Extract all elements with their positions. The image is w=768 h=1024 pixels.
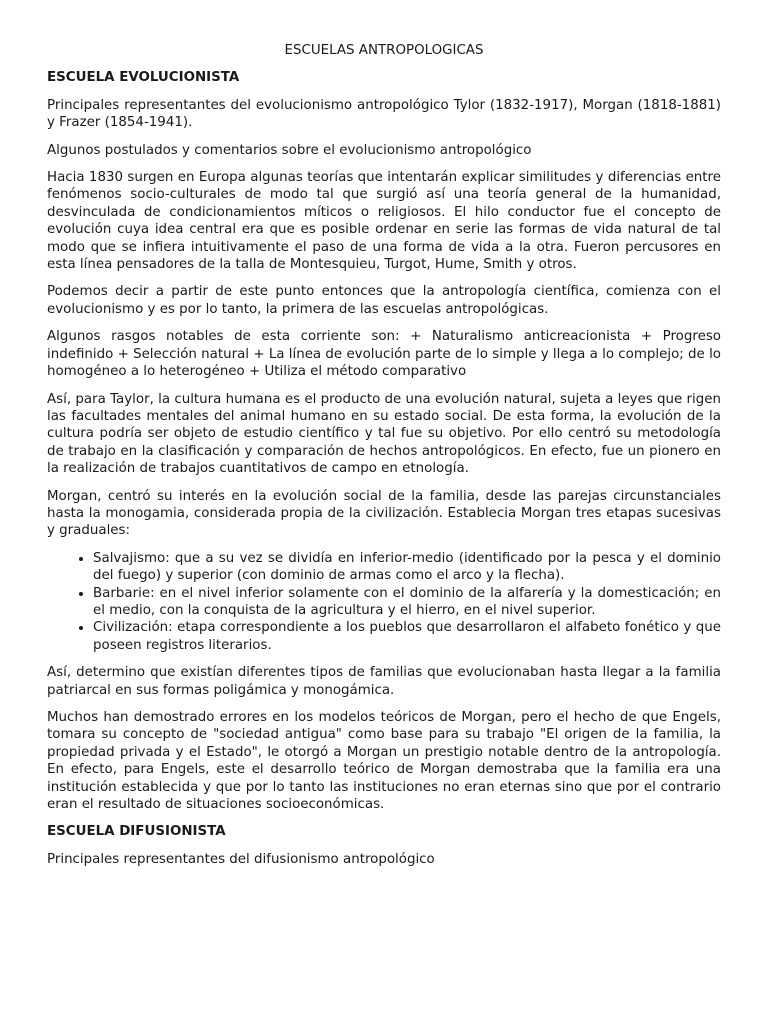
paragraph: Principales representantes del evolucionismo antropológico Tylor (1832-1917), Morgan (1818-1881) y Frazer (1854-1941). (47, 97, 721, 131)
section-heading-evolucionista: ESCUELA EVOLUCIONISTA (47, 70, 240, 86)
document-title: ESCUELAS ANTROPOLOGICAS (284, 43, 484, 58)
paragraph: Así, para Taylor, la cultura humana es el producto de una evolución natural, sujeta a leyes que rigen las facultades mentales del animal humano en su estado social. De esta forma, la evolución de la cultura podría ser objeto de estudio científico y tal fue su objetivo. Por ello centró su metodología de trabajo en la clasificación y comparación de hechos antropológicos. En efecto, fue un pionero en la realización de trabajos cuantitativos de campo en etnología. (47, 391, 721, 477)
paragraph: Podemos decir a partir de este punto entonces que la antropología científica, comienza con el evolucionismo y es por lo tanto, la primera de las escuelas antropológicas. (47, 284, 721, 317)
paragraph: Así, determino que existían diferentes tipos de familias que evolucionaban hasta llegar a la familia patriarcal en sus formas poligámica y monogámica. (47, 665, 721, 698)
list-item: • Barbarie: en el nivel inferior solamente con el dominio de la alfarería y la domesticación; en el medio, con la conquista de la agricultura y el hierro, en el nivel superior. (93, 585, 721, 620)
document-page (47, 42, 721, 878)
paragraph: Principales representantes del difusionismo antropológico (47, 851, 435, 867)
paragraph: Hacia 1830 surgen en Europa algunas teorías que intentarán explicar similitudes y diferencias entre fenómenos socio-culturales de modo tal que surgió así una teoría general de la humanidad, desvinculada de condicionamientos míticos o religiosos. El hilo conductor fue el concepto de evolución cuya idea central era que es posible ordenar en serie las formas de vida natural de tal modo que se infiera intuitivamente el paso de una forma de vida a la otra. Fueron percusores en esta línea pensadores de la talla de Montesquieu, Turgot, Hume, Smith y otros. (47, 170, 721, 273)
paragraph: Algunos postulados y comentarios sobre el evolucionismo antropológico (47, 142, 532, 158)
paragraph: Muchos han demostrado errores en los modelos teóricos de Morgan, pero el hecho de que Engels, tomara su concepto de "sociedad antigua" como base para su trabajo "El origen de la familia, la propiedad privada y el Estado", le otorgó a Morgan un prestigio notable dentro de la antropología. En efecto, para Engels, este el desarrollo teórico de Morgan demostraba que la familia era una institución establecida y que por lo tanto las instituciones no eran eternas sino que por el contrario eran el resultado de situaciones socioeconómicas. (47, 710, 721, 813)
stages-list (47, 550, 721, 654)
paragraph: Morgan, centró su interés en la evolución social de la familia, desde las parejas circunstanciales hasta la monogamia, considerada propia de la civilización. Establecia Morgan tres etapas sucesivas y graduales: (47, 488, 721, 539)
paragraph: Algunos rasgos notables de esta corriente son: + Naturalismo anticreacionista + Progreso indefinido + Selección natural + La línea de evolución parte de lo simple y llega a lo complejo; de lo homogéneo a lo heterogéneo + Utiliza el método comparativo (47, 329, 721, 380)
list-item: • Salvajismo: que a su vez se dividía en inferior-medio (identificado por la pesca y el dominio del fuego) y superior (con dominio de armas como el arco y la flecha). (93, 550, 721, 585)
section-heading-difusionista: ESCUELA DIFUSIONISTA (47, 824, 226, 840)
list-item: • Civilización: etapa correspondiente a los pueblos que desarrollaron el alfabeto fonético y que poseen registros literarios. (93, 619, 721, 654)
